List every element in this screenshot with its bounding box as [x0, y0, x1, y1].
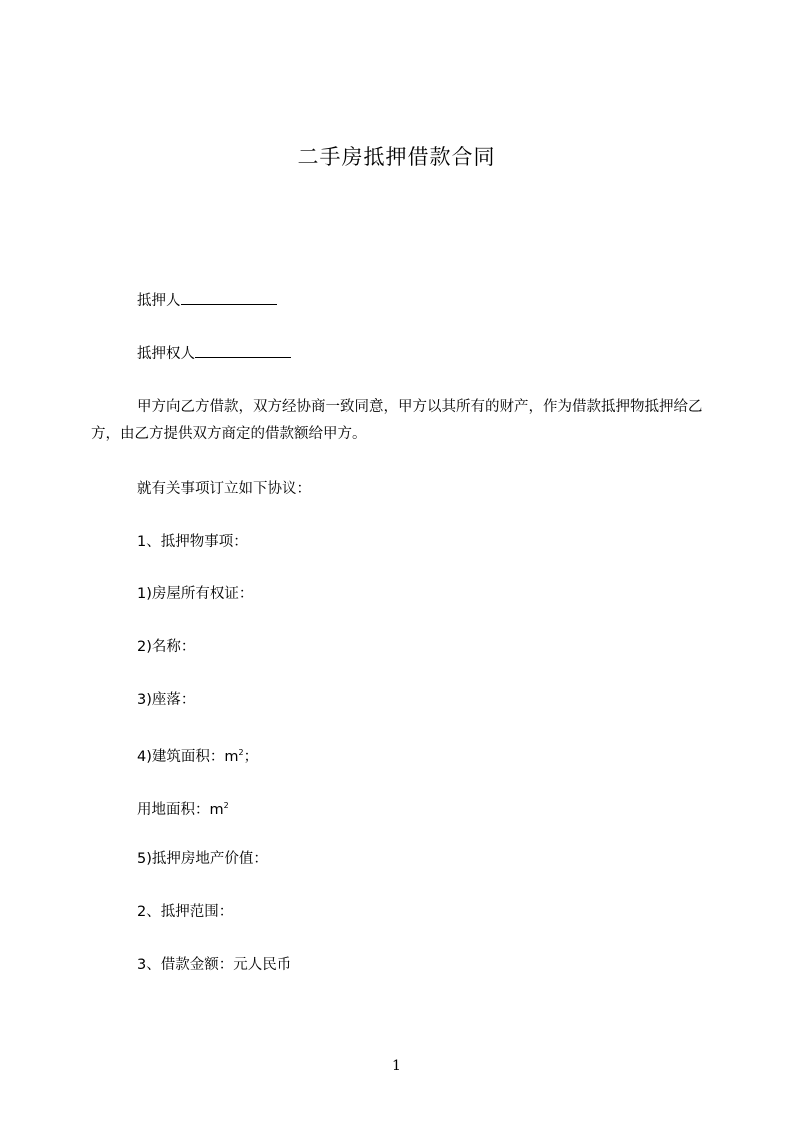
building-area-label: 4)建筑面积：m	[137, 749, 239, 765]
item-mortgage-matters: 1、抵押物事项：	[137, 534, 248, 550]
item-property-certificate: 1)房屋所有权证：	[137, 586, 254, 602]
item-property-value: 5)抵押房地产价值：	[137, 851, 268, 867]
mortgagor-label: 抵押人	[137, 293, 181, 309]
page-number: 1	[392, 1058, 401, 1074]
building-area-sup: 2	[238, 748, 244, 757]
item-land-area	[137, 796, 229, 820]
mortgagee-line	[137, 343, 291, 364]
land-area-sup: 2	[223, 801, 229, 810]
item-building-area	[137, 743, 258, 767]
item-loan-amount: 3、借款金额：元人民币	[137, 957, 292, 973]
item-mortgage-scope: 2、抵押范围：	[137, 904, 234, 920]
mortgagee-label: 抵押权人	[137, 346, 195, 362]
mortgagor-line	[137, 290, 277, 311]
item-location: 3)座落：	[137, 692, 196, 708]
agreement-line: 就有关事项订立如下协议：	[137, 481, 311, 497]
item-name: 2)名称：	[137, 639, 196, 655]
mortgagor-blank	[181, 290, 277, 305]
building-area-suffix: ；	[243, 749, 259, 765]
intro-paragraph: 甲方向乙方借款，双方经协商一致同意，甲方以其所有的财产，作为借款抵押物抵押给乙方，由乙方提供双方商定的借款额给甲方。	[91, 399, 703, 442]
mortgagee-blank	[195, 343, 291, 358]
land-area-label: 用地面积：m	[137, 802, 224, 818]
document-title: 二手房抵押借款合同	[297, 145, 496, 169]
